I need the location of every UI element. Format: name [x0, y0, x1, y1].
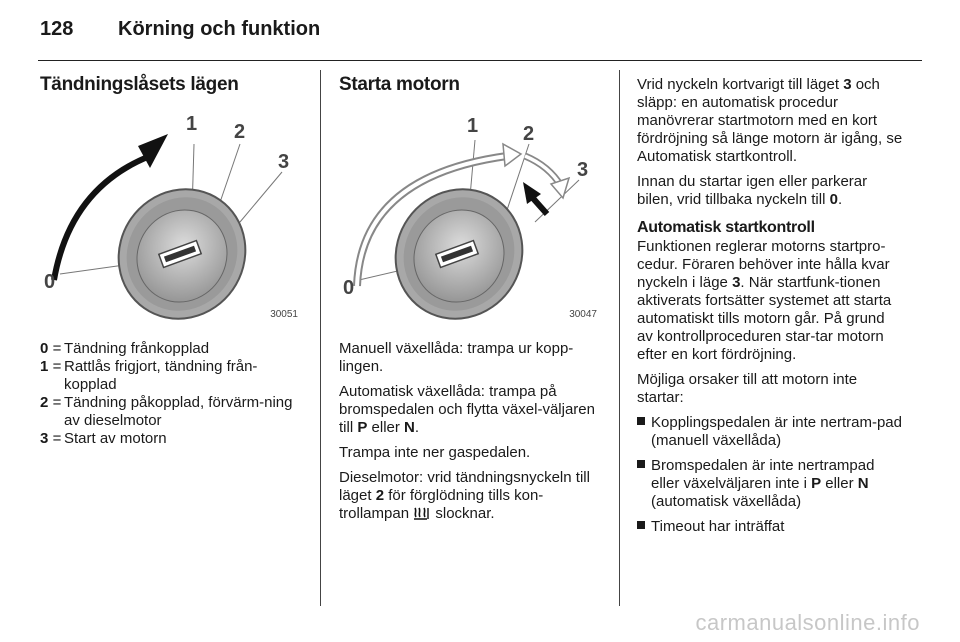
text-run: Kopplingspedalen är inte nertram-pad (manuell växellåda) [651, 414, 902, 449]
page-header [40, 18, 320, 41]
legend-key: 1 [40, 358, 49, 375]
legend-row [40, 430, 306, 448]
ignition-switch-figure [40, 104, 302, 326]
text-run: Dieselmotor: vrid tändningsnyckeln till läget [339, 469, 590, 504]
position-label-2: 2 [523, 123, 535, 145]
start-engine-illustration [339, 104, 601, 326]
text-run: . När startfunk-tionen aktiverats fortsätter systemet att starta automatiskt tills motorn går. På grund av kontrollproceduren star-tar motorn efter en kort fördröjning. [637, 274, 892, 363]
legend-separator: = [52, 430, 62, 447]
middle-column [339, 76, 605, 533]
position-2: 2 [375, 487, 385, 504]
text-run: Vrid nyckeln kortvarigt till läget [637, 76, 844, 93]
list-item [637, 414, 903, 450]
right-column [637, 76, 903, 543]
legend [40, 340, 306, 448]
start-engine-text [339, 340, 605, 526]
text-run: eller [367, 419, 405, 436]
legend-description: Start av motorn [64, 430, 167, 447]
text-run: slocknar. [431, 505, 495, 522]
text-run: . [837, 191, 843, 208]
text-run: och släpp: en automatisk procedur manövrerar startmotorn med en kort fördröjning så länge motorn är igång, se Automatisk startkontroll. [637, 76, 903, 165]
list-item [637, 457, 903, 511]
restart-paragraph [637, 173, 903, 209]
column-divider-2 [619, 70, 620, 606]
page-number: 128 [40, 18, 74, 40]
legend-description: Rattlås frigjort, tändning från-kopplad [64, 358, 258, 393]
start-engine-figure [339, 104, 601, 326]
text-run: för förglödning tills kon-trollampan [339, 487, 544, 522]
auto-start-paragraph [637, 238, 903, 364]
position-3: 3 [843, 76, 852, 93]
text-run: Bromspedalen är inte nertrampad eller växelväljaren inte i [651, 457, 875, 492]
legend-key: 2 [40, 394, 49, 411]
legend-description: Tändning frånkopplad [64, 340, 210, 357]
position-label-1: 1 [186, 113, 198, 135]
ignition-switch-illustration [40, 104, 302, 326]
text-run: Funktionen reglerar motorns startpro-cedur. Föraren behöver inte hålla kvar nyckeln i läge [637, 238, 890, 291]
section-heading-start-engine: Starta motorn [339, 74, 460, 95]
figure-code: 30051 [270, 309, 298, 320]
gear-p: P [811, 475, 822, 492]
causes-intro: Möjliga orsaker till att motorn inte startar: [637, 371, 858, 406]
legend-separator: = [52, 358, 62, 375]
text-run: Automatisk växellåda: trampa på bromspedalen och flytta växel-väljaren till [339, 383, 595, 436]
position-label-1: 1 [467, 115, 479, 137]
legend-row [40, 358, 306, 394]
text-run: . [414, 419, 420, 436]
accelerator-paragraph: Trampa inte ner gaspedalen. [339, 444, 531, 461]
position-label-0: 0 [343, 277, 355, 299]
section-heading-ignition: Tändningslåsets lägen [40, 74, 239, 95]
manual-gearbox-paragraph: Manuell växellåda: trampa ur kopp-lingen. [339, 340, 574, 375]
column-divider-1 [320, 70, 321, 606]
turn-key-paragraph [637, 76, 903, 166]
automatic-gearbox-paragraph [339, 383, 605, 437]
legend-separator: = [52, 340, 62, 357]
position-label-3: 3 [278, 151, 290, 173]
position-3: 3 [732, 274, 741, 291]
header-rule [38, 60, 922, 61]
causes-list [637, 414, 903, 536]
left-column [40, 76, 306, 448]
list-item [637, 518, 903, 536]
text-run: eller [821, 475, 858, 492]
position-0: 0 [829, 191, 838, 208]
position-label-3: 3 [577, 159, 589, 181]
section-heading-auto-start: Automatisk startkontroll [637, 219, 815, 236]
page-title: Körning och funktion [118, 18, 321, 40]
glow-plug-icon [413, 505, 431, 526]
gear-n: N [857, 475, 869, 492]
legend-separator: = [52, 394, 62, 411]
watermark: carmanualsonline.info [695, 610, 920, 635]
legend-key: 3 [40, 430, 49, 447]
text-run: Timeout har inträffat [651, 518, 785, 535]
diesel-paragraph [339, 469, 605, 526]
text-run: (automatisk växellåda) [651, 493, 802, 510]
gear-n: N [404, 419, 415, 436]
legend-row [40, 394, 306, 430]
legend-row [40, 340, 306, 358]
bullet-icon [637, 521, 645, 529]
bullet-icon [637, 460, 645, 468]
position-label-0: 0 [44, 271, 56, 293]
gear-p: P [357, 419, 368, 436]
text-run: Innan du startar igen eller parkerar bilen, vrid tillbaka nyckeln till [637, 173, 868, 208]
position-label-2: 2 [234, 121, 246, 143]
bullet-icon [637, 417, 645, 425]
legend-key: 0 [40, 340, 49, 357]
figure-code: 30047 [569, 309, 597, 320]
legend-description: Tändning påkopplad, förvärm-ning av dieselmotor [64, 394, 293, 429]
